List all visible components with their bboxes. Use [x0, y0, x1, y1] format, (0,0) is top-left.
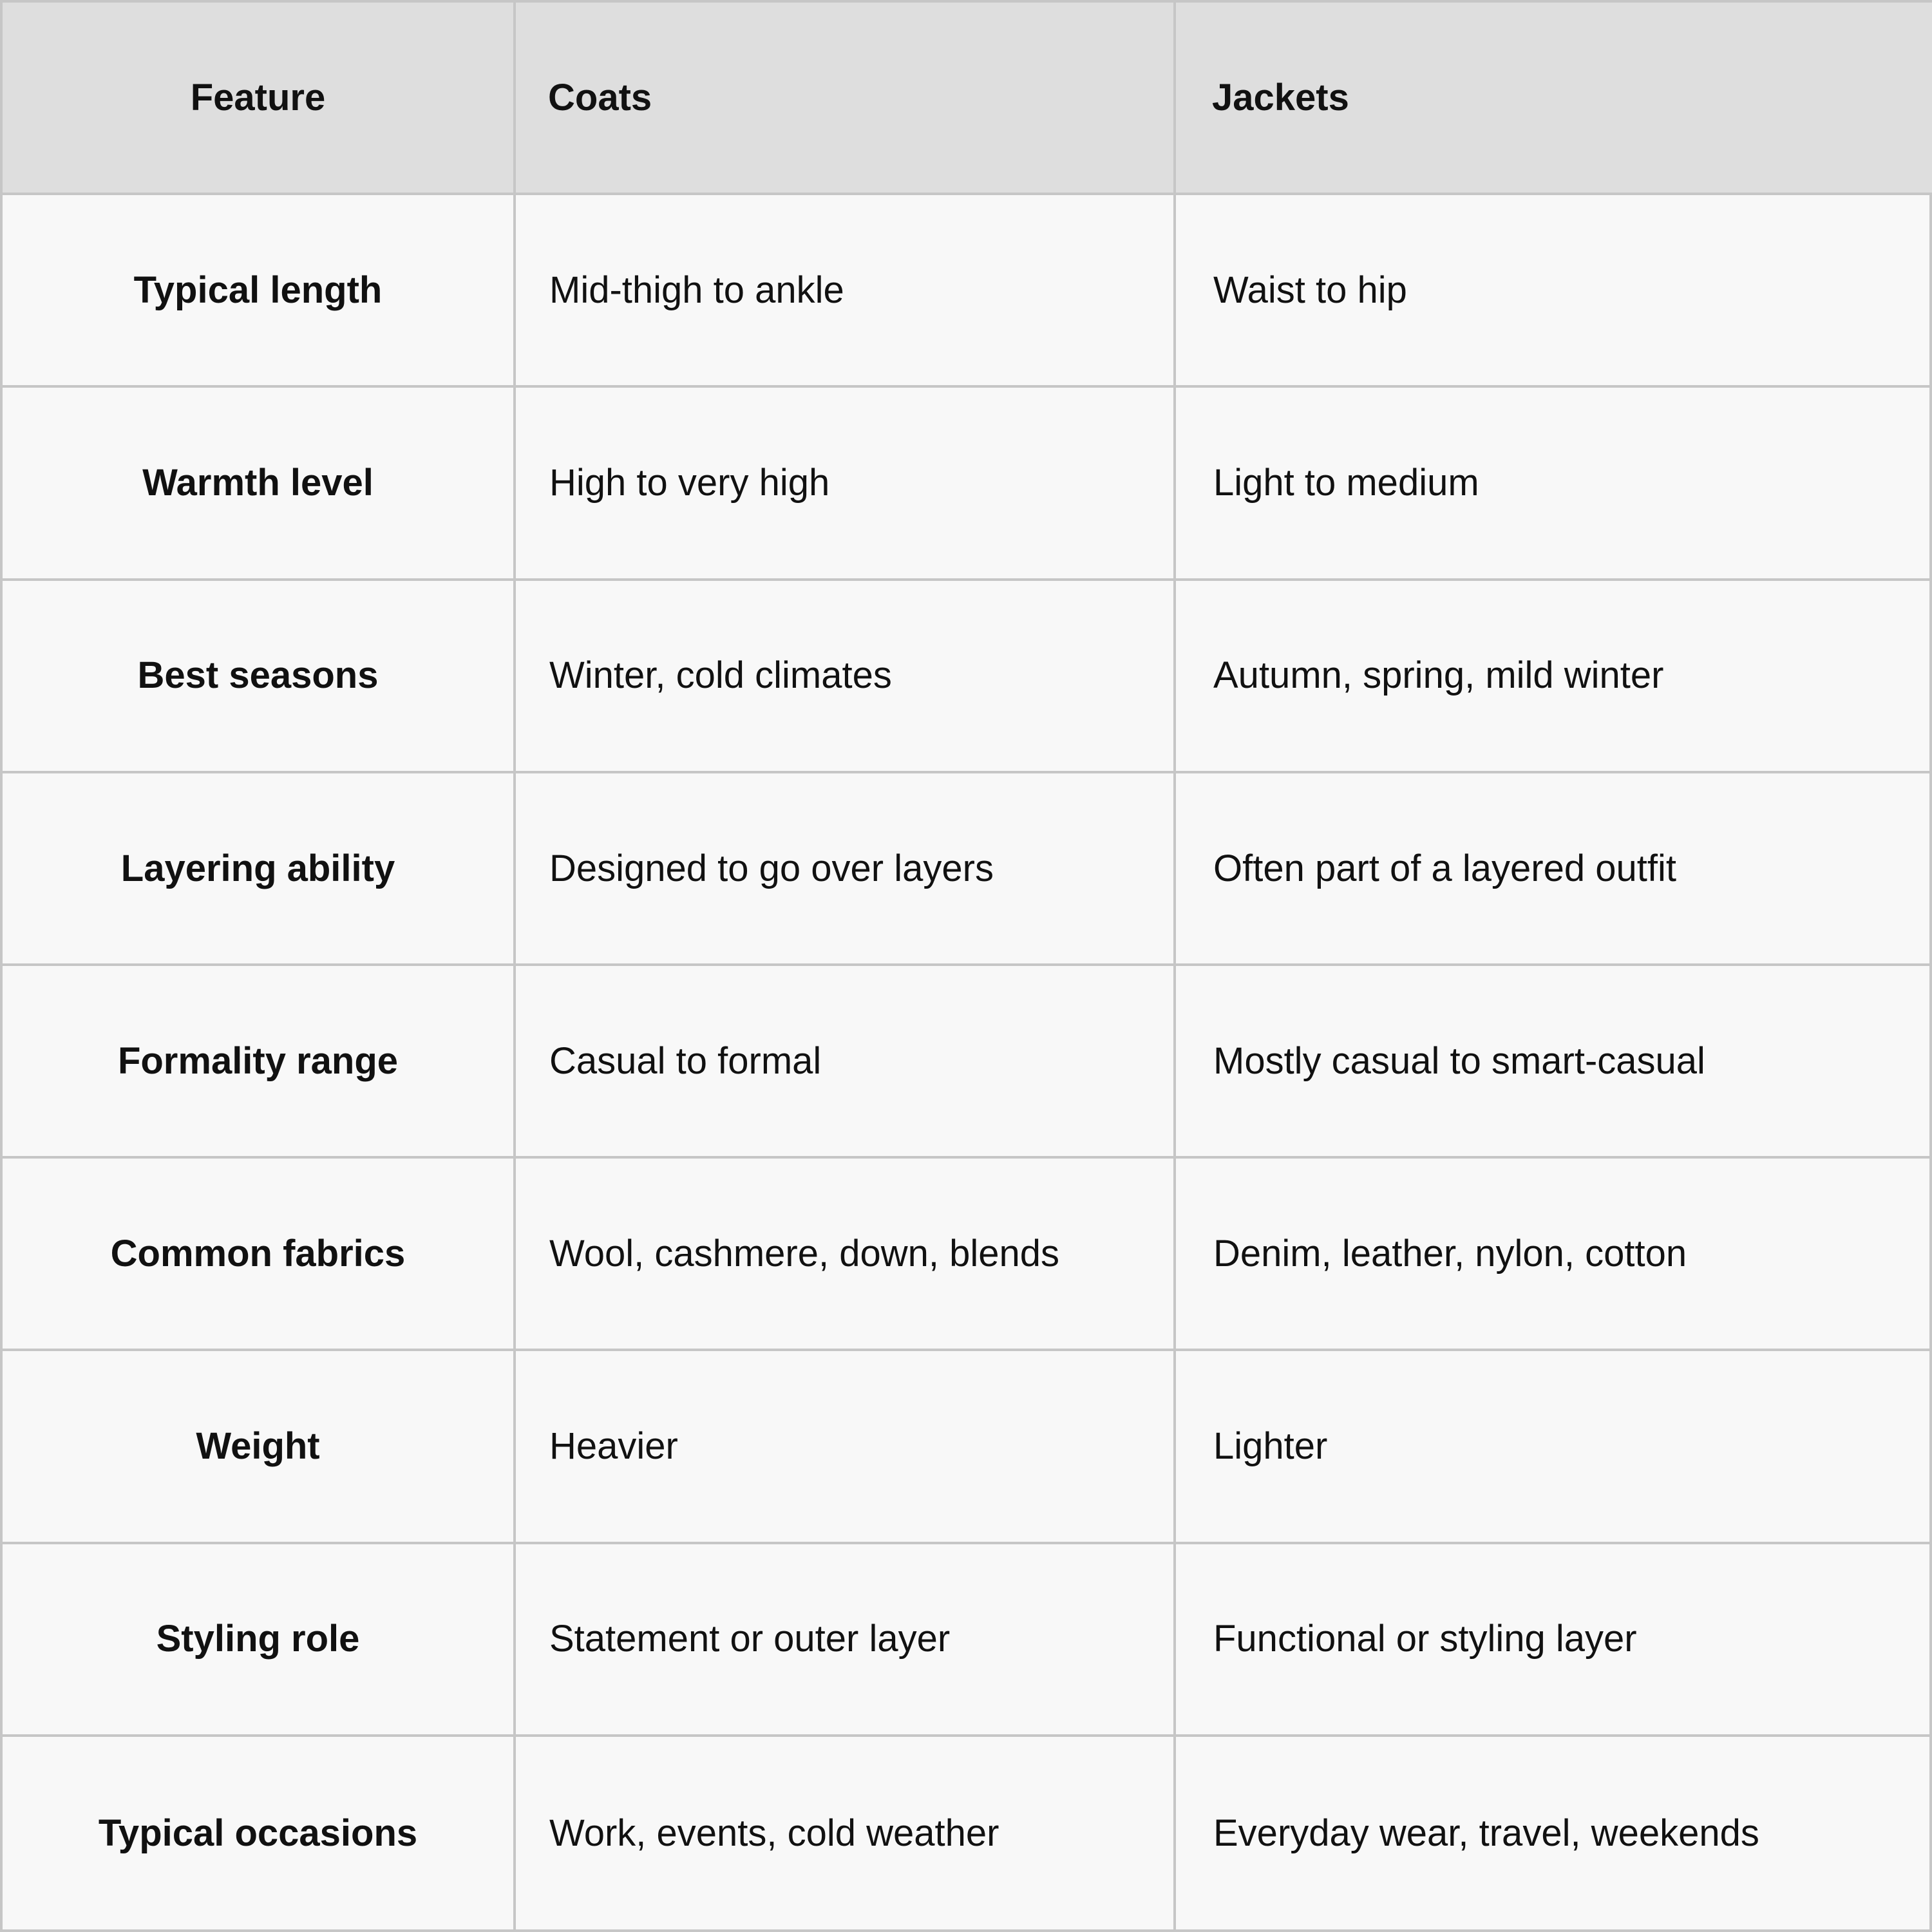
feature-styling-role: Styling role: [3, 1544, 516, 1737]
jackets-warmth-level: Light to medium: [1176, 388, 1932, 580]
jackets-formality-range: Mostly casual to smart-casual: [1176, 966, 1932, 1159]
jackets-layering-ability: Often part of a layered outfit: [1176, 773, 1932, 966]
feature-typical-length: Typical length: [3, 195, 516, 388]
coats-typical-occasions: Work, events, cold weather: [516, 1737, 1176, 1929]
feature-warmth-level: Warmth level: [3, 388, 516, 580]
coats-formality-range: Casual to formal: [516, 966, 1176, 1159]
jackets-typical-length: Waist to hip: [1176, 195, 1932, 388]
coats-weight: Heavier: [516, 1351, 1176, 1544]
coats-common-fabrics: Wool, cashmere, down, blends: [516, 1159, 1176, 1351]
coats-typical-length: Mid-thigh to ankle: [516, 195, 1176, 388]
feature-weight: Weight: [3, 1351, 516, 1544]
feature-layering-ability: Layering ability: [3, 773, 516, 966]
feature-typical-occasions: Typical occasions: [3, 1737, 516, 1929]
jackets-weight: Lighter: [1176, 1351, 1932, 1544]
jackets-best-seasons: Autumn, spring, mild winter: [1176, 581, 1932, 773]
feature-common-fabrics: Common fabrics: [3, 1159, 516, 1351]
header-feature: Feature: [3, 3, 516, 195]
coats-warmth-level: High to very high: [516, 388, 1176, 580]
jackets-styling-role: Functional or styling layer: [1176, 1544, 1932, 1737]
header-coats: Coats: [516, 3, 1176, 195]
coats-styling-role: Statement or outer layer: [516, 1544, 1176, 1737]
jackets-common-fabrics: Denim, leather, nylon, cotton: [1176, 1159, 1932, 1351]
feature-formality-range: Formality range: [3, 966, 516, 1159]
coats-layering-ability: Designed to go over layers: [516, 773, 1176, 966]
coats-best-seasons: Winter, cold climates: [516, 581, 1176, 773]
header-jackets: Jackets: [1176, 3, 1932, 195]
jackets-typical-occasions: Everyday wear, travel, weekends: [1213, 1812, 1759, 1854]
feature-best-seasons: Best seasons: [3, 581, 516, 773]
